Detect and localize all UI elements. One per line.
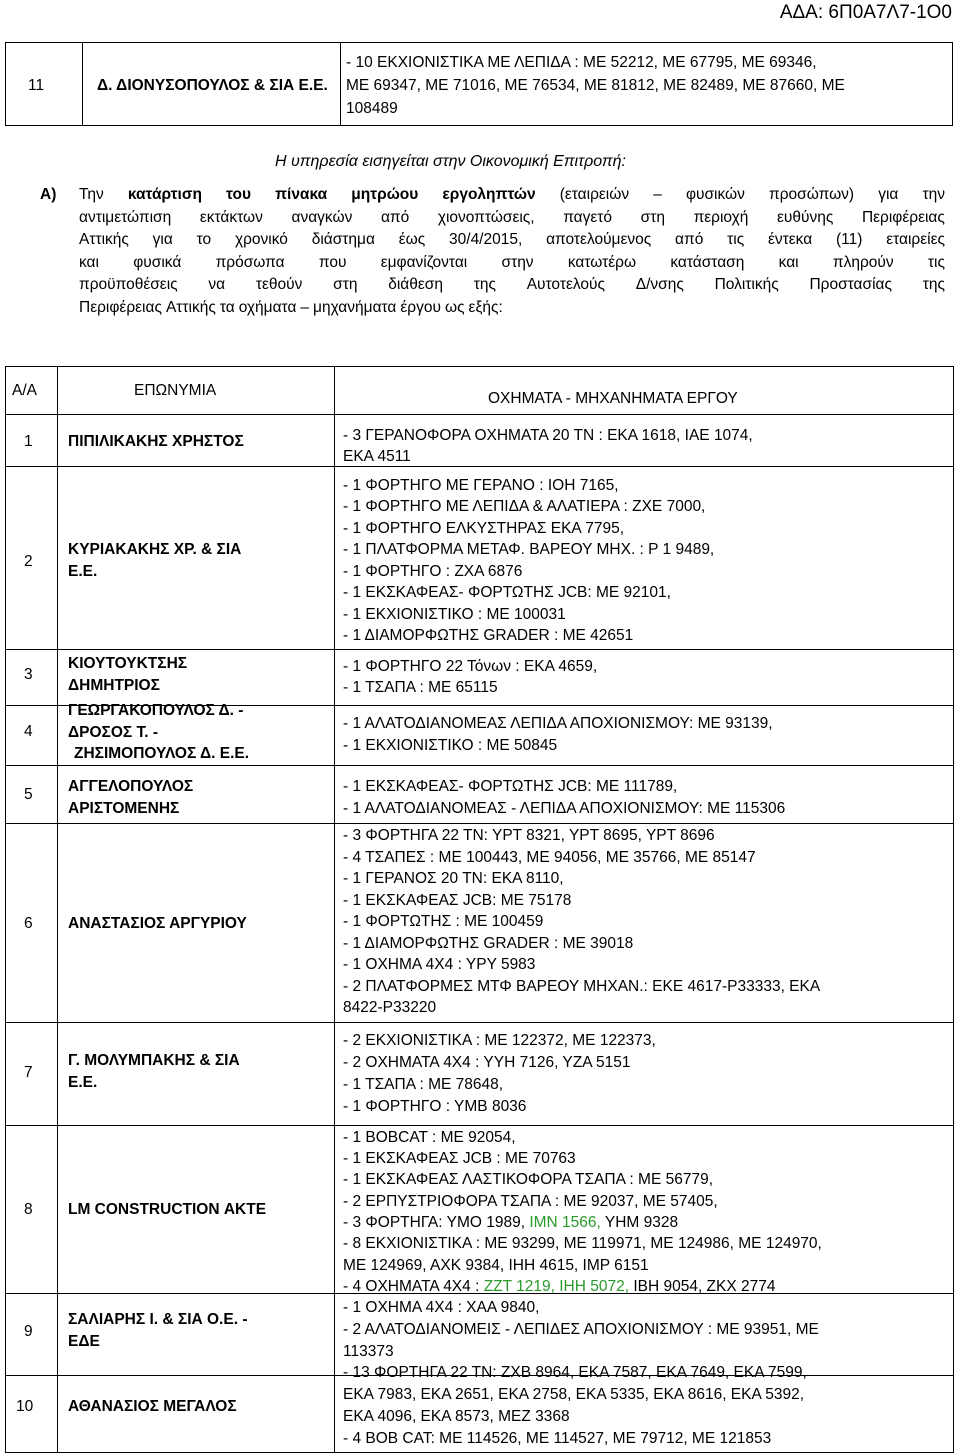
highlighted-plates: ΖΖΤ 1219, ΙΗΗ 5072,: [483, 1278, 630, 1295]
row-number: 10: [16, 1398, 34, 1415]
intro-word: –: [653, 186, 662, 203]
intro-word: ως: [444, 298, 465, 316]
table-grid-line: [5, 649, 953, 650]
intro-word: εταιρείες: [886, 231, 945, 249]
intro-word: έντεκα: [767, 231, 813, 249]
intro-word: Αυτοτελούς: [526, 276, 605, 294]
vehicle-line: - 1 ΦΟΡΤΗΓΟ : ΥΜΒ 8036: [343, 1098, 527, 1115]
intro-word: Πολιτικής: [714, 276, 779, 294]
intro-word: τις: [727, 231, 745, 249]
intro-word: προϋποθέσεις: [79, 276, 178, 294]
column-divider: [340, 43, 341, 125]
intro-word: (εταιρειών: [559, 186, 630, 203]
vehicle-line: - 4 ΒΟΒ CAT: ΜΕ 114526, ΜΕ 114527, ΜΕ 79712, ΜΕ 121853: [343, 1430, 772, 1447]
company-name: Γ. ΜΟΛΥΜΠΑΚΗΣ & ΣΙΑ: [68, 1052, 240, 1069]
vehicle-line: - 1 ΤΣΑΠΑ : ΜΕ 65115: [343, 679, 498, 696]
intro-line: [79, 184, 945, 207]
vehicle-line: ΕΚΑ 4511: [343, 448, 411, 465]
vehicle-line: ΕΚΑ 7983, ΕΚΑ 2651, ΕΚΑ 2758, ΕΚΑ 5335, ΕΚΑ 8616, ΕΚΑ 5392,: [343, 1386, 805, 1403]
intro-word: πρόσωπα: [215, 253, 285, 271]
intro-word: να: [208, 276, 226, 294]
service-recommendation: Η υπηρεσία εισηγείται στην Οικονομική Επιτροπή:: [275, 153, 626, 170]
vehicle-line: - 1 ΟΧΗΜΑ 4Χ4 : ΥΡΥ 5983: [343, 956, 536, 973]
row-number: 7: [24, 1064, 33, 1081]
intro-word: το: [196, 231, 212, 249]
vehicle-line: - 2 ΠΛΑΤΦΟΡΜΕΣ ΜΤΦ ΒΑΡΕΟΥ ΜΗΧΑΝ.: ΕΚΕ 4617-Ρ33333, ΕΚΑ: [343, 978, 821, 995]
table-grid-line: [5, 366, 953, 367]
intro-word: (11): [835, 231, 863, 249]
vehicle-line: - 1 ΟΧΗΜΑ 4Χ4 : ΧΑΑ 9840,: [343, 1299, 540, 1316]
vehicle-line: - 1 ΑΛΑΤΟΔΙΑΝΟΜΕΑΣ ΛΕΠΙΔΑ ΑΠΟΧΙΟΝΙΣΜΟΥ: ΜΕ 93139,: [343, 715, 773, 732]
row-number: 4: [24, 723, 33, 740]
vehicle-text: - 3 ΦΟΡΤΗΓΑ: ΥΜΟ 1989,: [343, 1214, 530, 1231]
intro-line: [79, 207, 945, 230]
intro-word: κατωτέρω: [567, 253, 637, 271]
top-table: [5, 42, 953, 126]
intro-word: πληρούν: [832, 253, 894, 271]
intro-line: [79, 297, 945, 320]
intro-word: μητρώου: [351, 186, 419, 203]
table-grid-line: [5, 414, 953, 415]
vehicle-line: 113373: [343, 1343, 394, 1360]
intro-word: στη: [640, 208, 665, 226]
table-grid-line: [5, 765, 953, 766]
company-name: ΑΡΙΣΤΟΜΕΝΗΣ: [68, 799, 180, 817]
intro-word: και: [79, 253, 99, 271]
vehicle-text: ΥΗΜ 9328: [600, 1214, 679, 1231]
company-name: ΑΓΓΕΛΟΠΟΥΛΟΣ: [68, 778, 194, 795]
table-grid-line: [57, 366, 58, 1453]
intro-word: από: [380, 208, 410, 226]
intro-word: εξής:: [468, 298, 503, 316]
intro-word: Προστασίας: [809, 276, 892, 294]
intro-word: κατάρτιση: [127, 186, 202, 203]
vehicle-line: - 8 ΕΚΧΙΟΝΙΣΤΙΚΑ : ΜΕ 93299, ΜΕ 119971, ΜΕ 124986, ΜΕ 124970,: [343, 1235, 822, 1252]
vehicle-line: - 2 ΑΛΑΤΟΔΙΑΝΟΜΕΙΣ - ΛΕΠΙΔΕΣ ΑΠΟΧΙΟΝΙΣΜΟΥ : ΜΕ 93951, ΜΕ: [343, 1321, 819, 1338]
intro-paragraph: [79, 184, 945, 320]
intro-word: εμφανίζονται: [380, 253, 468, 271]
header-num: Α/Α: [12, 382, 37, 399]
vehicle-line: - 1 ΑΛΑΤΟΔΙΑΝΟΜΕΑΣ - ΛΕΠΙΔΑ ΑΠΟΧΙΟΝΙΣΜΟΥ: ΜΕ 115306: [343, 800, 786, 817]
ada-code: ΑΔΑ: 6Π0Α7Λ7-1Ο0: [779, 2, 952, 23]
header-vehicles: ΟΧΗΜΑΤΑ - ΜΗΧΑΝΗΜΑΤΑ ΕΡΓΟΥ: [488, 390, 738, 407]
vehicle-text: - 4 ΟΧΗΜΑΤΑ 4Χ4 :: [343, 1278, 484, 1295]
intro-word: στη: [333, 276, 358, 294]
vehicle-line: - 2 ΟΧΗΜΑΤΑ 4Χ4 : ΥΥΗ 7126, ΥΖΑ 5151: [343, 1054, 631, 1071]
intro-word: εργοληπτών: [442, 186, 536, 203]
vehicle-line: ΜΕ 69347, ΜΕ 71016, ΜΕ 76534, ΜΕ 81812, ΜΕ 82489, ΜΕ 87660, ΜΕ: [346, 77, 845, 94]
company-name: ΠΙΠΙΛΙΚΑΚΗΣ ΧΡΗΣΤΟΣ: [68, 433, 244, 450]
row-number: 2: [24, 553, 33, 570]
intro-word: Περιφέρειας: [79, 298, 162, 316]
intro-word: που: [318, 253, 347, 271]
vehicle-line: - 1 ΦΟΡΤΗΓΟ ΜΕ ΓΕΡΑΝΟ : ΙΟΗ 7165,: [343, 477, 619, 494]
intro-word: διάθεση: [388, 276, 443, 294]
company-name: LM CONSTRUCTION ΑΚΤΕ: [68, 1201, 267, 1218]
intro-word: αποτελούμενος: [546, 231, 652, 249]
vehicle-line: - 1 ΦΟΡΤΗΓΟ ΜΕ ΛΕΠΙΔΑ & ΑΛΑΤΙΕΡΑ : ΖΧΕ 7000,: [343, 498, 706, 515]
table-grid-line: [334, 366, 335, 1453]
intro-word: από: [675, 231, 704, 249]
intro-word: ευθύνης: [777, 208, 834, 226]
vehicle-line: - 1 ΦΟΡΤΗΓΟ : ΖΧΑ 6876: [343, 563, 523, 580]
intro-word: φυσικά: [133, 253, 182, 271]
intro-word: του: [226, 186, 252, 203]
intro-line: [79, 274, 945, 297]
company-name: ΑΝΑΣΤΑΣΙΟΣ ΑΡΓΥΡΙΟΥ: [68, 915, 247, 932]
intro-word: αντιμετώπιση: [79, 208, 172, 226]
company-name: ΚΥΡΙΑΚΑΚΗΣ ΧΡ. & ΣΙΑ: [68, 541, 242, 558]
intro-word: οχήματα: [238, 298, 297, 316]
vehicle-line: - 3 ΓΕΡΑΝΟΦΟΡΑ ΟΧΗΜΑΤΑ 20 ΤΝ : ΕΚΑ 1618, ΙΑΕ 1074,: [343, 427, 753, 444]
table-grid-line: [5, 1022, 953, 1023]
vehicle-line: - 1 ΕΚΣΚΑΦΕΑΣ ΛΑΣΤΙΚΟΦΟΡΑ ΤΣΑΠΑ : ΜΕ 56779,: [343, 1171, 713, 1188]
intro-word: στην: [501, 253, 534, 271]
company-name: Ε.Ε.: [68, 1073, 98, 1091]
header-name: ΕΠΩΝΥΜΙΑ: [134, 382, 217, 399]
column-divider: [82, 43, 83, 125]
vehicle-line: - 1 ΤΣΑΠΑ : ΜΕ 78648,: [343, 1076, 504, 1093]
intro-word: χρονικό: [234, 231, 288, 249]
vehicle-line: 8422-Ρ33220: [343, 999, 437, 1016]
vehicle-line: - 1 ΒΟΒCΑΤ : ΜΕ 92054,: [343, 1129, 516, 1146]
company-name: Δ. ΔΙΟΝΥΣΟΠΟΥΛΟΣ & ΣΙΑ Ε.Ε.: [97, 77, 328, 94]
intro-word: περιοχή: [693, 208, 749, 226]
company-name: ΚΙΟΥΤΟΥΚΤΣΗΣ: [68, 655, 188, 672]
row-number: 9: [24, 1323, 33, 1340]
vehicle-line: ΕΚΑ 4096, ΕΚΑ 8573, ΜΕΖ 3368: [343, 1408, 570, 1425]
row-number: 11: [28, 77, 45, 94]
vehicle-line: - 1 ΕΚΣΚΑΦΕΑΣ JCB: ΜΕ 75178: [343, 892, 572, 909]
vehicle-line: - 1 ΠΛΑΤΦΟΡΜΑ ΜΕΤΑΦ. ΒΑΡΕΟΥ ΜΗΧ. : Ρ 1 9489,: [343, 541, 715, 558]
company-name: ΔΡΟΣΟΣ Τ. -: [68, 723, 159, 741]
table-grid-line: [5, 823, 953, 824]
row-number: 3: [24, 666, 33, 683]
vehicle-line: ΜΕ 124969, ΑΧΚ 9384, ΙΗΗ 4615, ΙΜΡ 6151: [343, 1257, 649, 1274]
intro-word: τεθούν: [255, 276, 303, 294]
intro-word: διάστημα: [311, 231, 375, 249]
vehicle-line: - 13 ΦΟΡΤΗΓΑ 22 ΤΝ: ΖΧΒ 8964, ΕΚΑ 7587, ΕΚΑ 7649, ΕΚΑ 7599,: [343, 1364, 807, 1381]
row-number: 8: [24, 1201, 33, 1218]
vehicle-line: 108489: [346, 100, 398, 117]
vehicle-line: - 1 ΔΙΑΜΟΡΦΩΤΗΣ GRADER : ΜΕ 39018: [343, 935, 634, 952]
intro-line: [79, 229, 945, 252]
intro-word: φυσικών: [685, 186, 745, 203]
vehicle-line: - 1 ΔΙΑΜΟΡΦΩΤΗΣ GRADER : ΜΕ 42651: [343, 627, 634, 644]
intro-word: –: [300, 298, 310, 316]
intro-word: χιονοπτώσεις,: [437, 208, 535, 226]
intro-word: έως: [398, 231, 426, 249]
intro-word: αναγκών: [291, 208, 353, 226]
vehicle-line: - 1 ΕΚΣΚΑΦΕΑΣ- ΦΟΡΤΩΤΗΣ JCB: ΜΕ 92101,: [343, 584, 671, 601]
vehicle-line: - 1 ΦΟΡΤΩΤΗΣ : ΜΕ 100459: [343, 913, 544, 930]
row-number: 1: [24, 433, 33, 450]
vehicle-line: - 3 ΦΟΡΤΗΓΑ 22 ΤΝ: ΥΡΤ 8321, ΥΡΤ 8695, ΥΡΤ 8696: [343, 827, 715, 844]
intro-word: Αττικής: [165, 298, 216, 316]
highlighted-plates: ΙΜΝ 1566,: [529, 1214, 601, 1231]
table-grid-line: [5, 466, 953, 467]
table-grid-line: [5, 366, 6, 1453]
company-name: ΖΗΣΙΜΟΠΟΥΛΟΣ Δ. Ε.Ε.: [74, 745, 250, 762]
intro-word: Περιφέρειας: [861, 208, 945, 226]
vehicle-line: - 1 ΕΚΣΚΑΦΕΑΣ JCB : ΜΕ 70763: [343, 1150, 576, 1167]
vehicle-text: ΙΒΗ 9054, ΖΚΧ 2774: [629, 1278, 776, 1295]
intro-word: 30/4/2015,: [449, 231, 523, 249]
vehicle-line: - 10 ΕΚΧΙΟΝΙΣΤΙΚΑ ΜΕ ΛΕΠΙΔΑ : ΜΕ 52212, ΜΕ 67795, ΜΕ 69346,: [346, 54, 817, 71]
intro-word: κατάσταση: [670, 253, 745, 271]
item-label: Α): [40, 186, 57, 203]
vehicle-line: [343, 1212, 678, 1233]
intro-word: της: [473, 276, 496, 294]
intro-word: εκτάκτων: [199, 208, 263, 226]
row-number: 6: [24, 915, 33, 932]
vehicle-line: - 2 ΕΡΠΥΣΤΡΙΟΦΟΡΑ ΤΣΑΠΑ : ΜΕ 92037, ΜΕ 57405,: [343, 1193, 718, 1210]
company-name: ΑΘΑΝΑΣΙΟΣ ΜΕΓΑΛΟΣ: [68, 1398, 237, 1415]
intro-word: προσώπων): [769, 186, 855, 203]
vehicle-line: - 1 ΦΟΡΤΗΓΟ 22 Τόνων : ΕΚΑ 4659,: [343, 658, 598, 675]
intro-word: Την: [79, 186, 104, 203]
vehicle-line: - 1 ΓΕΡΑΝΟΣ 20 ΤΝ: ΕΚΑ 8110,: [343, 870, 564, 887]
intro-word: για: [152, 231, 173, 249]
intro-word: τα: [219, 298, 235, 316]
intro-word: και: [778, 253, 799, 271]
intro-word: παγετό: [563, 208, 613, 226]
intro-word: την: [922, 186, 945, 203]
intro-word: πίνακα: [275, 186, 328, 203]
vehicle-line: - 4 ΤΣΑΠΕΣ : ΜΕ 100443, ΜΕ 94056, ΜΕ 35766, ΜΕ 85147: [343, 849, 756, 866]
company-name: ΔΗΜΗΤΡΙΟΣ: [68, 676, 160, 694]
vehicle-line: - 1 ΦΟΡΤΗΓΟ ΕΛΚΥΣΤΗΡΑΣ ΕΚΑ 7795,: [343, 520, 624, 537]
vehicle-line: - 1 ΕΚΧΙΟΝΙΣΤΙΚΟ : ΜΕ 100031: [343, 606, 566, 623]
intro-word: τις: [927, 253, 945, 271]
intro-line: [79, 252, 945, 275]
table-grid-line: [5, 1125, 953, 1126]
intro-word: μηχανήματα: [313, 298, 397, 316]
company-name: ΣΑΛΙΑΡΗΣ Ι. & ΣΙΑ Ο.Ε. -: [68, 1311, 248, 1328]
intro-word: της: [922, 276, 945, 294]
company-name: ΓΕΩΡΓΑΚΟΠΟΥΛΟΣ Δ. -: [68, 702, 244, 719]
company-name: Ε.Ε.: [68, 562, 98, 580]
intro-word: Αττικής: [79, 231, 129, 249]
vehicle-line: [343, 1276, 776, 1297]
vehicle-line: - 1 ΕΚΣΚΑΦΕΑΣ- ΦΟΡΤΩΤΗΣ JCB: ΜΕ 111789,: [343, 778, 678, 795]
row-number: 5: [24, 786, 33, 803]
intro-word: για: [878, 186, 899, 203]
vehicle-line: - 1 ΕΚΧΙΟΝΙΣΤΙΚΟ : ΜΕ 50845: [343, 737, 558, 754]
company-name: ΕΔΕ: [68, 1332, 100, 1350]
intro-word: Δ/νσης: [635, 276, 684, 294]
vehicle-line: - 2 ΕΚΧΙΟΝΙΣΤΙΚΑ : ΜΕ 122372, ΜΕ 122373,: [343, 1032, 656, 1049]
table-grid-line: [953, 366, 954, 1453]
intro-word: έργου: [400, 298, 441, 316]
